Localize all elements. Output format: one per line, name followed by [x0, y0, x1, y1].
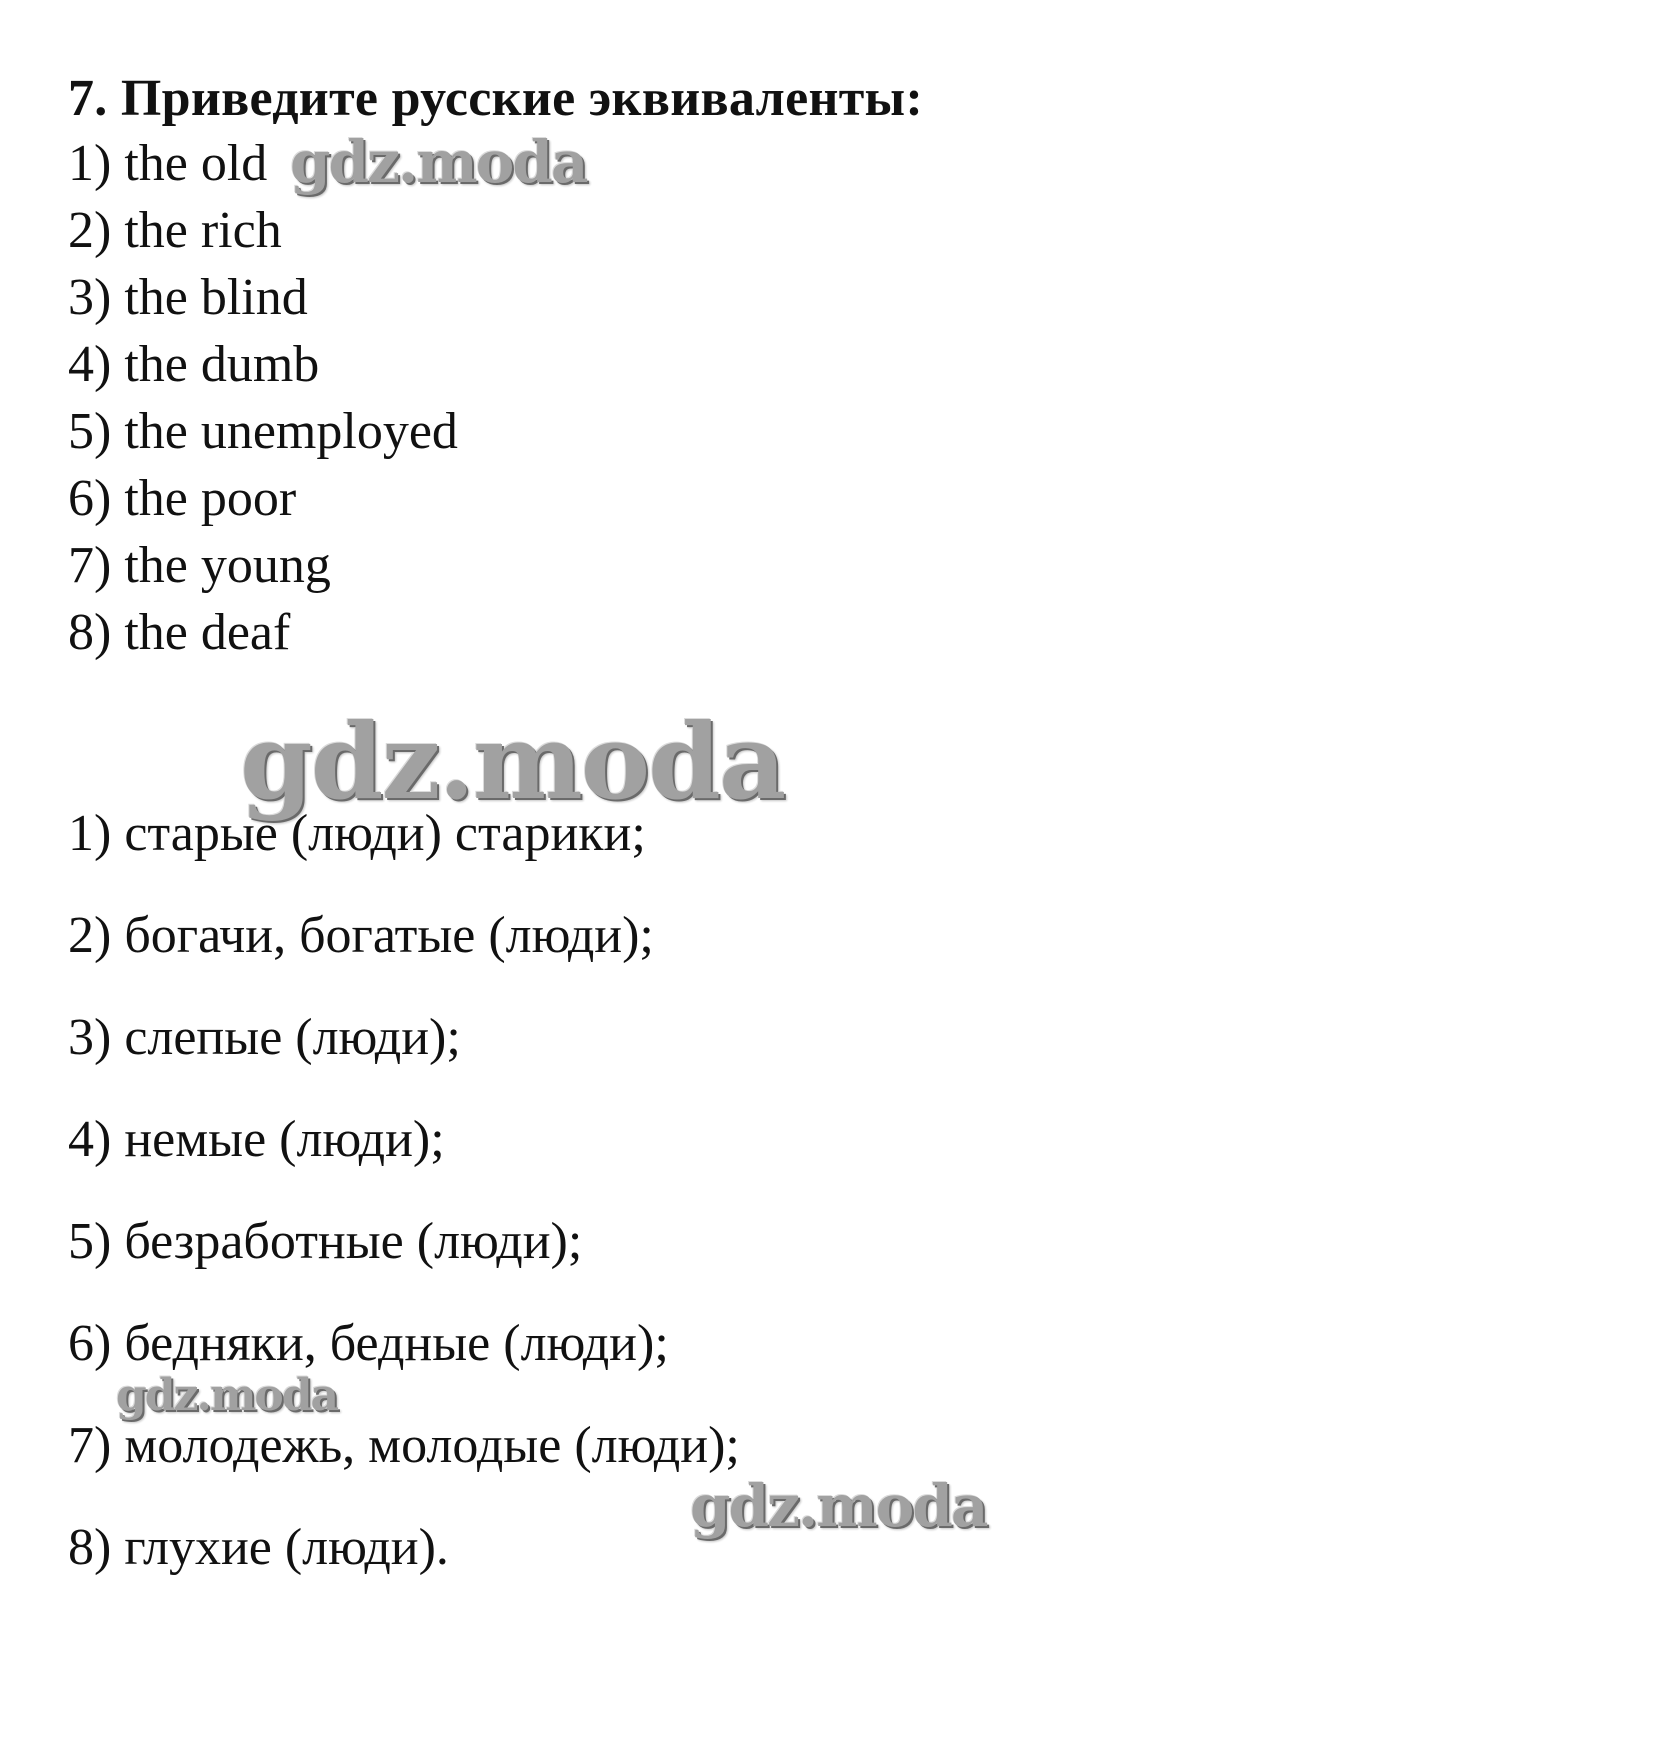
question-item: 2) the rich: [68, 202, 282, 259]
question-item: 6) the poor: [68, 470, 297, 527]
question-item: 8) the deaf: [68, 604, 291, 661]
watermark: gdz.moda: [290, 128, 587, 196]
answer-list: [68, 800, 740, 1616]
answer-item: 6) бедняки, бедные (люди);: [68, 1315, 669, 1372]
question-item: 3) the blind: [68, 269, 308, 326]
answer-item: 5) безработные (люди);: [68, 1213, 583, 1270]
answer-item: 7) молодежь, молодые (люди);: [68, 1417, 740, 1474]
question-item: 4) the dumb: [68, 336, 320, 393]
question-item: 7) the young: [68, 537, 331, 594]
question-item: 5) the unemployed: [68, 403, 458, 460]
watermark: gdz.moda: [240, 700, 785, 823]
question-list: [68, 130, 458, 666]
answer-item: 4) немые (люди);: [68, 1111, 445, 1168]
watermark: gdz.moda: [690, 1472, 987, 1540]
answer-item: 1) старые (люди) старики;: [68, 805, 646, 862]
answer-item: 3) слепые (люди);: [68, 1009, 461, 1066]
answer-item: 2) богачи, богатые (люди);: [68, 907, 654, 964]
question-item: 1) the old: [68, 135, 268, 192]
watermark: gdz.moda: [116, 1370, 338, 1421]
answer-item: 8) глухие (люди).: [68, 1519, 449, 1576]
task-title: 7. Приведите русские эквиваленты:: [68, 70, 924, 127]
